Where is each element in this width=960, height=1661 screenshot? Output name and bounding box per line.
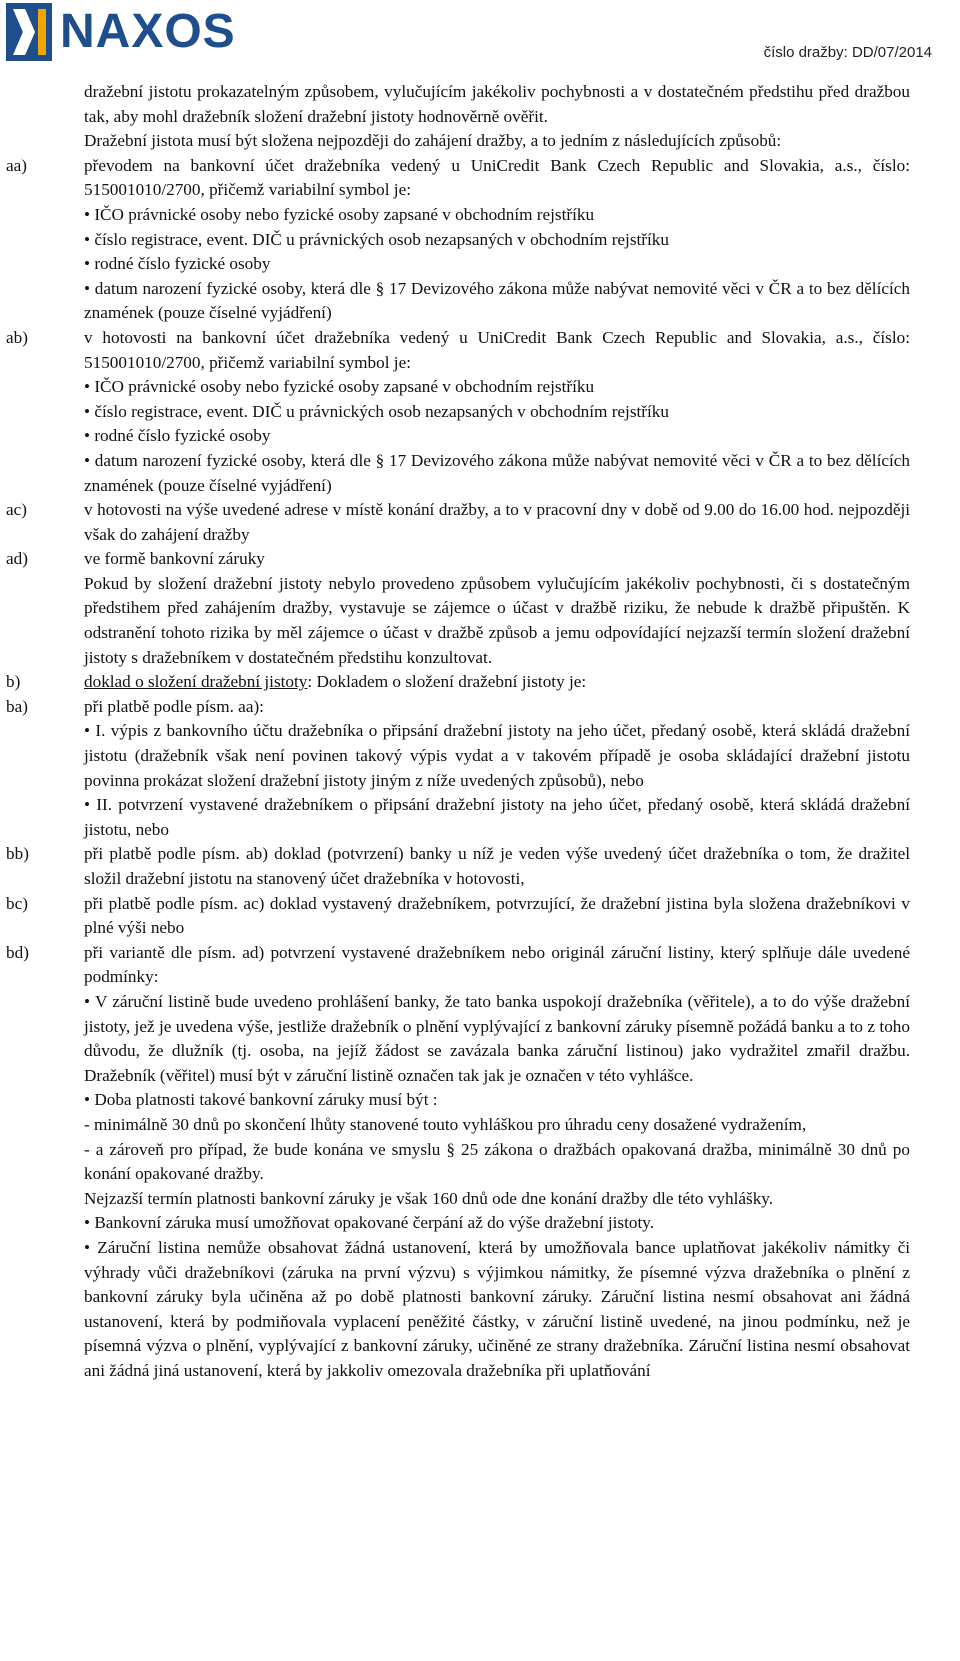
bullet-item (0, 400, 960, 425)
item-label (0, 277, 84, 326)
bullet-item (0, 1088, 960, 1113)
paragraph (0, 129, 960, 154)
paragraph-text: • Doba platnosti takové bankovní záruky musí být : (84, 1088, 910, 1113)
bullet-item (0, 277, 960, 326)
naxos-logo (6, 3, 236, 61)
item-label (0, 1113, 84, 1138)
bullet-item (0, 252, 960, 277)
paragraph-text: • IČO právnické osoby nebo fyzické osoby zapsané v obchodním rejstříku (84, 375, 910, 400)
paragraph-text: • datum narození fyzické osoby, která dle § 17 Devizového zákona může nabývat nemovité věci v ČR a to bez dělících znamének (pouze číselné vyjádření) (84, 449, 910, 498)
item-label (0, 80, 84, 129)
paragraph (0, 1138, 960, 1187)
document-body (0, 80, 960, 1383)
paragraph (0, 80, 960, 129)
bullet-item (0, 1211, 960, 1236)
paragraph (0, 572, 960, 670)
paragraph-text: • datum narození fyzické osoby, která dle § 17 Devizového zákona může nabývat nemovité věci v ČR a to bez dělících znamének (pouze číselné vyjádření) (84, 277, 910, 326)
item-label: ac) (6, 500, 27, 520)
item-label (0, 793, 84, 842)
item-label: ba) (6, 696, 28, 716)
item-label: ab) (6, 327, 28, 347)
logo-text: NAXOS (60, 5, 236, 58)
item-label (0, 572, 84, 670)
page-header (0, 0, 960, 66)
naxos-logo-mark-icon (6, 3, 52, 61)
item-label (0, 449, 84, 498)
paragraph-text: ve formě bankovní záruky (84, 549, 265, 569)
paragraph-text: • IČO právnické osoby nebo fyzické osoby zapsané v obchodním rejstříku (84, 203, 910, 228)
paragraph-text: • Bankovní záruka musí umožňovat opakované čerpání až do výše dražební jistoty. (84, 1211, 910, 1236)
item-label: b) (6, 672, 21, 692)
paragraph (0, 670, 960, 695)
item-label (0, 1236, 84, 1384)
paragraph (0, 326, 960, 375)
paragraph (0, 892, 960, 941)
bullet-item (0, 1236, 960, 1384)
item-label (0, 400, 84, 425)
item-label (0, 719, 84, 793)
item-label (0, 228, 84, 253)
paragraph (0, 695, 960, 720)
paragraph-text: při platbě podle písm. ac) doklad vystavený dražebníkem, potvrzující, že dražební jistina byla složena dražebníkovi v plné výši nebo (84, 893, 910, 938)
item-label (0, 252, 84, 277)
paragraph (0, 498, 960, 547)
paragraph-text: - a zároveň pro případ, že bude konána ve smyslu § 25 zákona o dražbách opakovaná dražba, minimálně 30 dnů po konání opakované dražby. (84, 1139, 910, 1184)
paragraph-text: doklad o složení dražební jistoty: Dokladem o složení dražební jistoty je: (84, 672, 587, 692)
paragraph-text: v hotovosti na bankovní účet dražebníka vedený u UniCredit Bank Czech Republic and Slovakia, a.s., číslo: 515001010/2700, přičemž variabilní symbol je: (84, 327, 910, 372)
paragraph (0, 1187, 960, 1212)
bullet-item (0, 719, 960, 793)
paragraph-text: • V záruční listině bude uvedeno prohlášení banky, že tato banka uspokojí dražebníka (věřitele), a to do výše dražební jistoty, jež je uvedena výše, jestliže dražebník o plnění vyplývající z bankovní záruky písemně požádá banku a to z toho důvodu, že dlužník (tj. osoba, na jejíž žádost se zavázala banka záruční listinou) jako vydražitel zmařil dražbu. Dražebník (věřitel) musí být v záruční listině označen tak jak je označen v této vyhlášce. (84, 990, 910, 1088)
paragraph-text: dražební jistotu prokazatelným způsobem, vylučujícím jakékoliv pochybnosti a v dostatečném předstihu před dražbou tak, aby mohl dražebník složení dražební jistoty hodnověrně ověřit. (84, 82, 910, 126)
item-label (0, 1138, 84, 1187)
paragraph (0, 941, 960, 990)
paragraph (0, 547, 960, 572)
paragraph-text: v hotovosti na výše uvedené adrese v místě konání dražby, a to v pracovní dny v době od 9.00 do 16.00 hod. nejpozději však do zahájení dražby (84, 500, 910, 544)
item-label: aa) (6, 155, 27, 175)
paragraph-text: • II. potvrzení vystavené dražebníkem o připsání dražební jistoty na jeho účet, předaný osobě, která skládá dražební jistotu, nebo (84, 793, 910, 842)
paragraph (0, 154, 960, 203)
case-number: číslo dražby: DD/07/2014 (763, 44, 932, 61)
bullet-item (0, 375, 960, 400)
paragraph-text: - minimálně 30 dnů po skončení lhůty stanovené touto vyhláškou pro úhradu ceny dosažené vydražením, (84, 1114, 807, 1134)
paragraph-text: • rodné číslo fyzické osoby (84, 252, 910, 277)
paragraph-text: při platbě podle písm. ab) doklad (potvrzení) banky u níž je veden výše uvedený účet dražebníka o tom, že dražitel složil dražební jistotu na stanovený účet dražebníka v hotovosti, (84, 844, 910, 888)
bullet-item (0, 203, 960, 228)
item-label: ad) (6, 549, 28, 569)
paragraph-text: při platbě podle písm. aa): (84, 696, 264, 716)
bullet-item (0, 228, 960, 253)
bullet-item (0, 990, 960, 1088)
item-label: bc) (6, 893, 28, 913)
item-label (0, 424, 84, 449)
paragraph (0, 842, 960, 891)
item-label (0, 203, 84, 228)
paragraph-text: • číslo registrace, event. DIČ u právnických osob nezapsaných v obchodním rejstříku (84, 400, 910, 425)
item-label (0, 1187, 84, 1212)
item-label: bd) (6, 942, 29, 962)
item-label (0, 990, 84, 1088)
bullet-item (0, 449, 960, 498)
paragraph-text: • I. výpis z bankovního účtu dražebníka o připsání dražební jistoty na jeho účet, předaný osobě, která skládá dražební jistotu (dražebník však není povinen takový výpis vydat a v takovém případě je osoba skládající dražební jistotu povinna prokázat složení dražební jistoty jiným z níže uvedených způsobů), nebo (84, 719, 910, 793)
paragraph-text: převodem na bankovní účet dražebníka vedený u UniCredit Bank Czech Republic and Slovakia, a.s., číslo: 515001010/2700, přičemž variabilní symbol je: (84, 155, 910, 200)
bullet-item (0, 424, 960, 449)
paragraph-text: • rodné číslo fyzické osoby (84, 424, 910, 449)
paragraph (0, 1113, 960, 1138)
bullet-item (0, 793, 960, 842)
item-label: bb) (6, 844, 29, 864)
underlined-heading: doklad o složení dražební jistoty (84, 672, 308, 692)
paragraph-text: Nejzazší termín platnosti bankovní záruky je však 160 dnů ode dne konání dražby dle této vyhlášky. (84, 1188, 774, 1208)
paragraph-text: Pokud by složení dražební jistoty nebylo provedeno způsobem vylučujícím jakékoliv pochybnosti, či s dostatečným předstihem před zahájením dražby, vystavuje se zájemce o účast v dražbě riziku, že nebude k dražbě připuštěn. K odstranění tohoto rizika by měl zájemce o účast v dražbě způsob a jemu odpovídající nejzazší termín složení dražební jistoty s dražebníkem v dostatečném předstihu konzultovat. (84, 573, 910, 667)
item-label (0, 1211, 84, 1236)
item-label (0, 1088, 84, 1113)
item-label (0, 129, 84, 154)
paragraph-text: • číslo registrace, event. DIČ u právnických osob nezapsaných v obchodním rejstříku (84, 228, 910, 253)
paragraph-text: při variantě dle písm. ad) potvrzení vystavené dražebníkem nebo originál záruční listiny, který splňuje dále uvedené podmínky: (84, 942, 910, 987)
item-label (0, 375, 84, 400)
paragraph-text: Dražební jistota musí být složena nejpozději do zahájení dražby, a to jedním z následujících způsobů: (84, 131, 782, 151)
paragraph-text: • Záruční listina nemůže obsahovat žádná ustanovení, která by umožňovala bance uplatňovat jakékoliv námitky či výhrady vůči dražebníkovi (záruka na první výzvu) s výjimkou námitky, že písemné výzva dražebníka o plnění z bankovní záruky byla učiněna až po době platnosti bankovní záruky. Záruční listina nesmí obsahovat ani žádná ustanovení, která by podmiňovala vyplacení peněžité částky, v záruční listině uvedené, na jinou podmínku, než je písemná výzva o plnění, vyplývající z bankovní záruky, učiněné ze strany dražebníka. Záruční listina nesmí obsahovat ani žádná jiná ustanovení, která by jakkoliv omezovala dražebníka při uplatňování (84, 1236, 910, 1384)
